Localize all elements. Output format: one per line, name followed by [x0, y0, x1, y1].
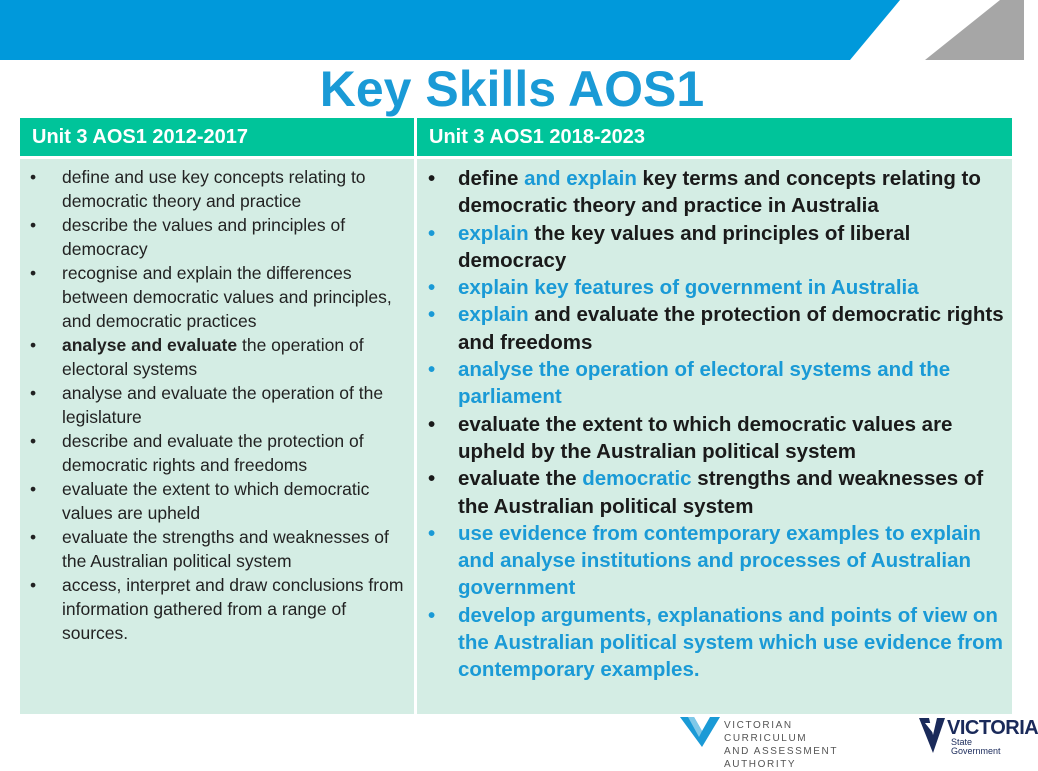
bullet-icon: •	[30, 215, 37, 235]
vcaa-logo-line1: VICTORIAN CURRICULUM	[724, 720, 808, 744]
column-header-2018-2023: Unit 3 AOS1 2018-2023	[417, 118, 1012, 156]
list-item-segment: democratic	[582, 467, 692, 491]
list-item-bold-text: analyse and evaluate	[62, 335, 238, 355]
bullet-icon: •	[428, 167, 436, 190]
victoria-logo-sub-line1: State	[951, 737, 973, 747]
list-item-text: recognise and explain the differences between democratic values and principles, and democratic practices	[62, 263, 392, 331]
list-item	[425, 411, 1004, 466]
list-item-segment: evaluate the	[458, 467, 583, 491]
list-item	[30, 477, 406, 525]
victoria-v-icon	[917, 715, 949, 755]
list-item-text: analyse and evaluate the operation of the legislature	[62, 383, 384, 427]
bullet-icon: •	[428, 276, 436, 300]
list-item	[425, 165, 1004, 220]
bullet-icon: •	[30, 167, 37, 187]
victoria-logo-sub-line2: Government	[951, 746, 1001, 756]
list-item-text: describe the values and principles of democracy	[62, 215, 346, 259]
list-item	[30, 165, 406, 213]
skills-list-2018-2023	[425, 165, 1004, 684]
list-item-segment: explain	[458, 303, 529, 327]
list-item-segment: use evidence from contemporary examples to explain and analyse institutions and processes of Australian government	[458, 521, 981, 600]
victoria-government-logo	[917, 715, 1038, 756]
bullet-icon: •	[30, 479, 37, 499]
list-item-text: describe and evaluate the protection of democratic rights and freedoms	[62, 431, 364, 475]
column-body-2018-2023	[417, 159, 1012, 714]
list-item-text: access, interpret and draw conclusions from information gathered from a range of sources.	[62, 575, 404, 643]
slide-title: Key Skills AOS1	[319, 61, 705, 117]
list-item-text: define and use key concepts relating to democratic theory and practice	[62, 167, 366, 211]
list-item	[425, 301, 1004, 356]
bullet-icon: •	[428, 358, 436, 382]
bullet-icon: •	[30, 263, 37, 283]
victoria-logo-subtext	[951, 738, 1001, 756]
vcaa-logo	[680, 717, 880, 770]
bullet-icon: •	[428, 467, 436, 491]
list-item-segment: define	[458, 167, 525, 190]
list-item-segment: explain	[458, 221, 529, 245]
column-2018-2023	[417, 118, 1012, 714]
list-item	[425, 520, 1004, 602]
bullet-icon: •	[428, 303, 436, 327]
column-header-2012-2017: Unit 3 AOS1 2012-2017	[20, 118, 414, 156]
bullet-icon: •	[428, 521, 436, 545]
vcaa-chevron-icon	[680, 717, 720, 747]
list-item-segment: analyse the operation of electoral systems and the parliament	[458, 358, 951, 409]
bullet-icon: •	[428, 603, 436, 627]
list-item	[30, 213, 406, 261]
list-item-segment: key terms and concepts relating to democratic theory and practice in Australia	[458, 167, 981, 218]
bullet-icon: •	[30, 527, 37, 547]
skills-list-2012-2017	[30, 165, 406, 645]
vcaa-logo-text	[724, 719, 880, 771]
bullet-icon: •	[30, 383, 37, 403]
comparison-table	[20, 118, 1012, 714]
list-item-text: the operation of electoral systems	[62, 335, 364, 379]
list-item-segment: explain key features of government in Australia	[458, 276, 919, 300]
list-item-segment: evaluate the extent to which democratic values are upheld by the Australian political system	[458, 412, 953, 463]
list-item	[425, 356, 1004, 411]
list-item-text: evaluate the strengths and weaknesses of the Australian political system	[62, 527, 389, 571]
list-item	[30, 573, 406, 645]
victoria-logo-text: VICTORIA	[947, 717, 1038, 739]
list-item-segment: strengths and weaknesses of the Australian political system	[458, 467, 984, 518]
list-item	[425, 274, 1004, 301]
list-item	[30, 525, 406, 573]
list-item	[425, 220, 1004, 275]
bullet-icon: •	[428, 221, 436, 245]
list-item	[30, 333, 406, 381]
list-item-segment: and explain	[524, 167, 637, 190]
list-item-segment: and evaluate the protection of democratic rights and freedoms	[458, 303, 1004, 354]
list-item	[425, 602, 1004, 684]
list-item	[30, 429, 406, 477]
list-item-text: evaluate the extent to which democratic values are upheld	[62, 479, 370, 523]
banner-blue-shape	[0, 0, 900, 60]
column-body-2012-2017	[20, 159, 414, 714]
bullet-icon: •	[30, 335, 37, 355]
banner-grey-shape	[925, 0, 1024, 60]
list-item	[30, 381, 406, 429]
banner-shapes	[0, 0, 1024, 60]
list-item-segment: the key values and principles of liberal democracy	[458, 221, 911, 272]
bullet-icon: •	[428, 412, 436, 436]
column-2012-2017	[20, 118, 414, 714]
top-banner	[0, 0, 1024, 60]
list-item-segment: develop arguments, explanations and points of view on the Australian political system which use evidence from contemporary examples.	[458, 603, 1003, 682]
list-item	[30, 261, 406, 333]
list-item	[425, 465, 1004, 520]
bullet-icon: •	[30, 431, 37, 451]
vcaa-logo-line2: AND ASSESSMENT AUTHORITY	[724, 746, 838, 770]
bullet-icon: •	[30, 575, 37, 595]
